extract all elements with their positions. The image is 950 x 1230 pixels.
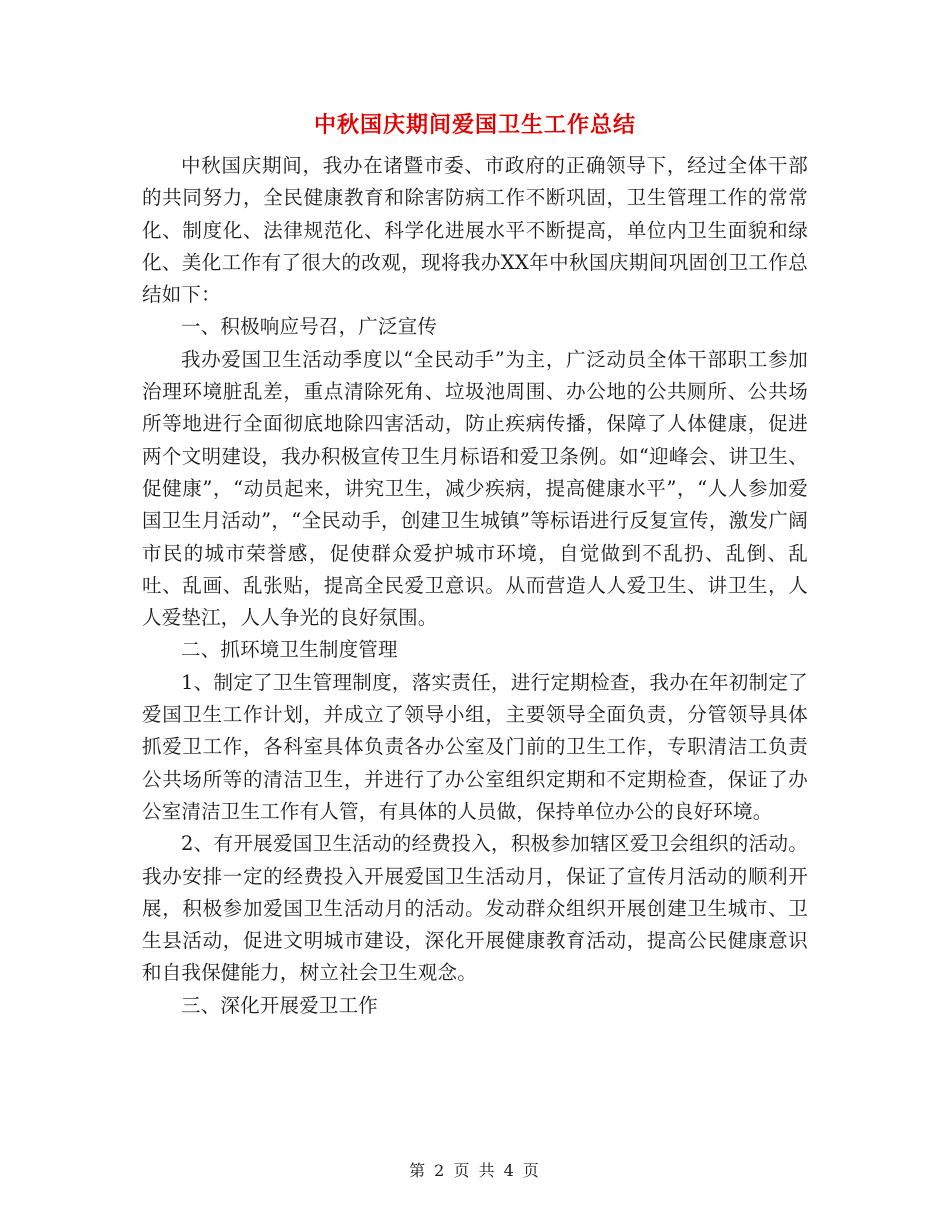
document-title: 中秋国庆期间爱国卫生工作总结 (313, 112, 636, 138)
section-heading-2: 二、抓环境卫生制度管理 (181, 638, 398, 662)
section-heading-3: 三、深化开展爱卫工作 (181, 993, 379, 1017)
paragraph-intro: 中秋国庆期间，我办在诸暨市委、市政府的正确领导下，经过全体干部的共同努力，全民健康教育和除害防病工作不断巩固，卫生管理工作的常常化、制度化、法律规范化、科学化进展水平不断提高，单位内卫生面貌和绿化、美化工作有了很大的改观，现将我办XX年中秋国庆期间巩固创卫工作总结如下： (142, 154, 808, 307)
document-body (142, 150, 808, 1022)
section-heading-1: 一、积极响应号召，广泛宣传 (181, 315, 438, 339)
paragraph-section-2-item-2: 2、有开展爱国卫生活动的经费投入，积极参加辖区爱卫会组织的活动。我办安排一定的经费投入开展爱国卫生活动月，保证了宣传月活动的顺利开展，积极参加爱国卫生活动月的活动。发动群众组织开展创建卫生城市、卫生县活动，促进文明城市建设，深化开展健康教育活动，提高公民健康意识和自我保健能力，树立社会卫生观念。 (142, 832, 808, 985)
paragraph-section-2-item-1: 1、制定了卫生管理制度，落实责任，进行定期检查，我办在年初制定了爱国卫生工作计划，并成立了领导小组，主要领导全面负责，分管领导具体抓爱卫工作，各科室具体负责各办公室及门前的卫生工作，专职清洁工负责公共场所等的清洁卫生，并进行了办公室组织定期和不定期检查，保证了办公室清洁卫生工作有人管，有具体的人员做，保持单位办公的良好环境。 (142, 670, 808, 823)
page-footer: 第 2 页 共 4 页 (409, 1161, 541, 1180)
paragraph-section-1: 我办爱国卫生活动季度以“全民动手”为主，广泛动员全体干部职工参加治理环境脏乱差，重点清除死角、垃圾池周围、办公地的公共厕所、公共场所等地进行全面彻底地除四害活动，防止疾病传播，保障了人体健康，促进两个文明建设，我办积极宣传卫生月标语和爱卫条例。如“迎峰会、讲卫生、促健康”，“动员起来，讲究卫生，减少疾病，提高健康水平”，“人人参加爱国卫生月活动”，“全民动手，创建卫生城镇”等标语进行反复宣传，激发广阔市民的城市荣誉感，促使群众爱护城市环境，自觉做到不乱扔、乱倒、乱吐、乱画、乱张贴，提高全民爱卫意识。从而营造人人爱卫生、讲卫生，人人爱垫江，人人争光的良好氛围。 (142, 347, 808, 630)
